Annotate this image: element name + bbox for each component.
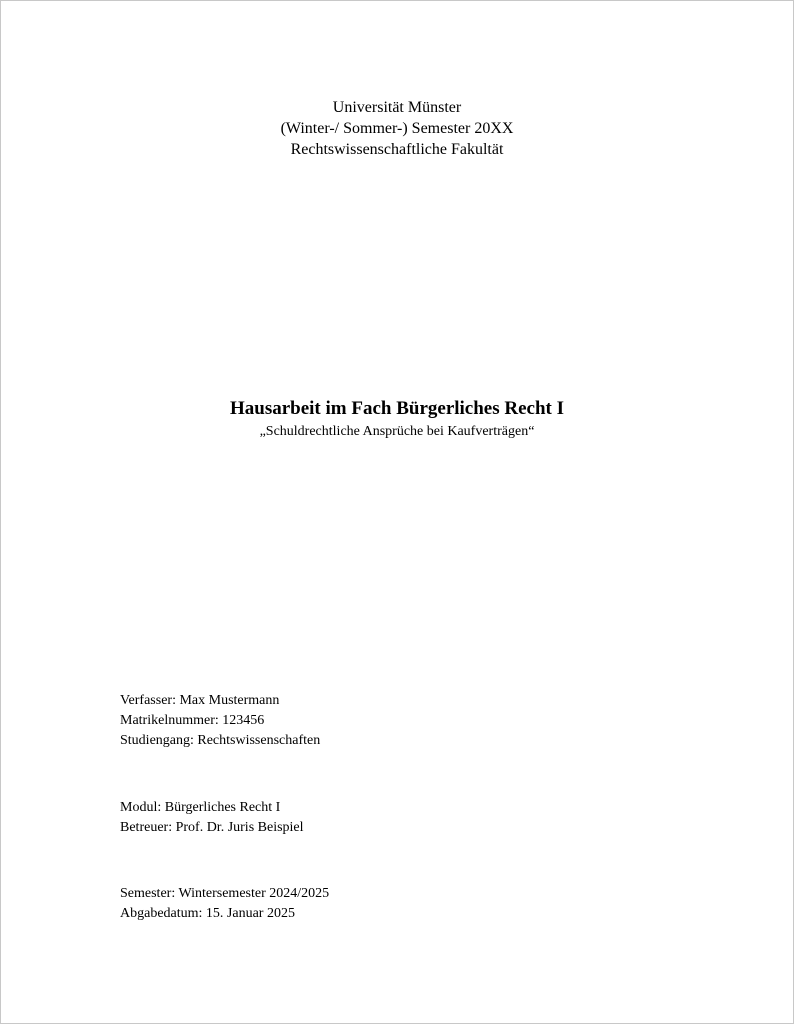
- program-line: Studiengang: Rechtswissenschaften: [120, 733, 321, 748]
- author-info: [120, 691, 320, 751]
- semester-info-line: Semester: Wintersemester 2024/2025: [120, 886, 330, 901]
- course-info: [120, 798, 304, 838]
- date-info: [120, 884, 329, 924]
- author-line: Verfasser: Max Mustermann: [120, 693, 280, 708]
- university-name: Universität Münster: [332, 99, 462, 116]
- submission-date-line: Abgabedatum: 15. Januar 2025: [120, 906, 295, 921]
- semester-line: (Winter-/ Sommer-) Semester 20XX: [280, 120, 514, 137]
- document-title: Hausarbeit im Fach Bürgerliches Recht I: [229, 398, 565, 419]
- faculty-name: Rechtswissenschaftliche Fakultät: [290, 141, 504, 158]
- document-header: [1, 97, 793, 160]
- matriculation-line: Matrikelnummer: 123456: [120, 713, 265, 728]
- title-block: [1, 396, 793, 441]
- document-subtitle: „Schuldrechtliche Ansprüche bei Kaufverträgen“: [259, 424, 535, 439]
- module-line: Modul: Bürgerliches Recht I: [120, 800, 281, 815]
- supervisor-line: Betreuer: Prof. Dr. Juris Beispiel: [120, 820, 304, 835]
